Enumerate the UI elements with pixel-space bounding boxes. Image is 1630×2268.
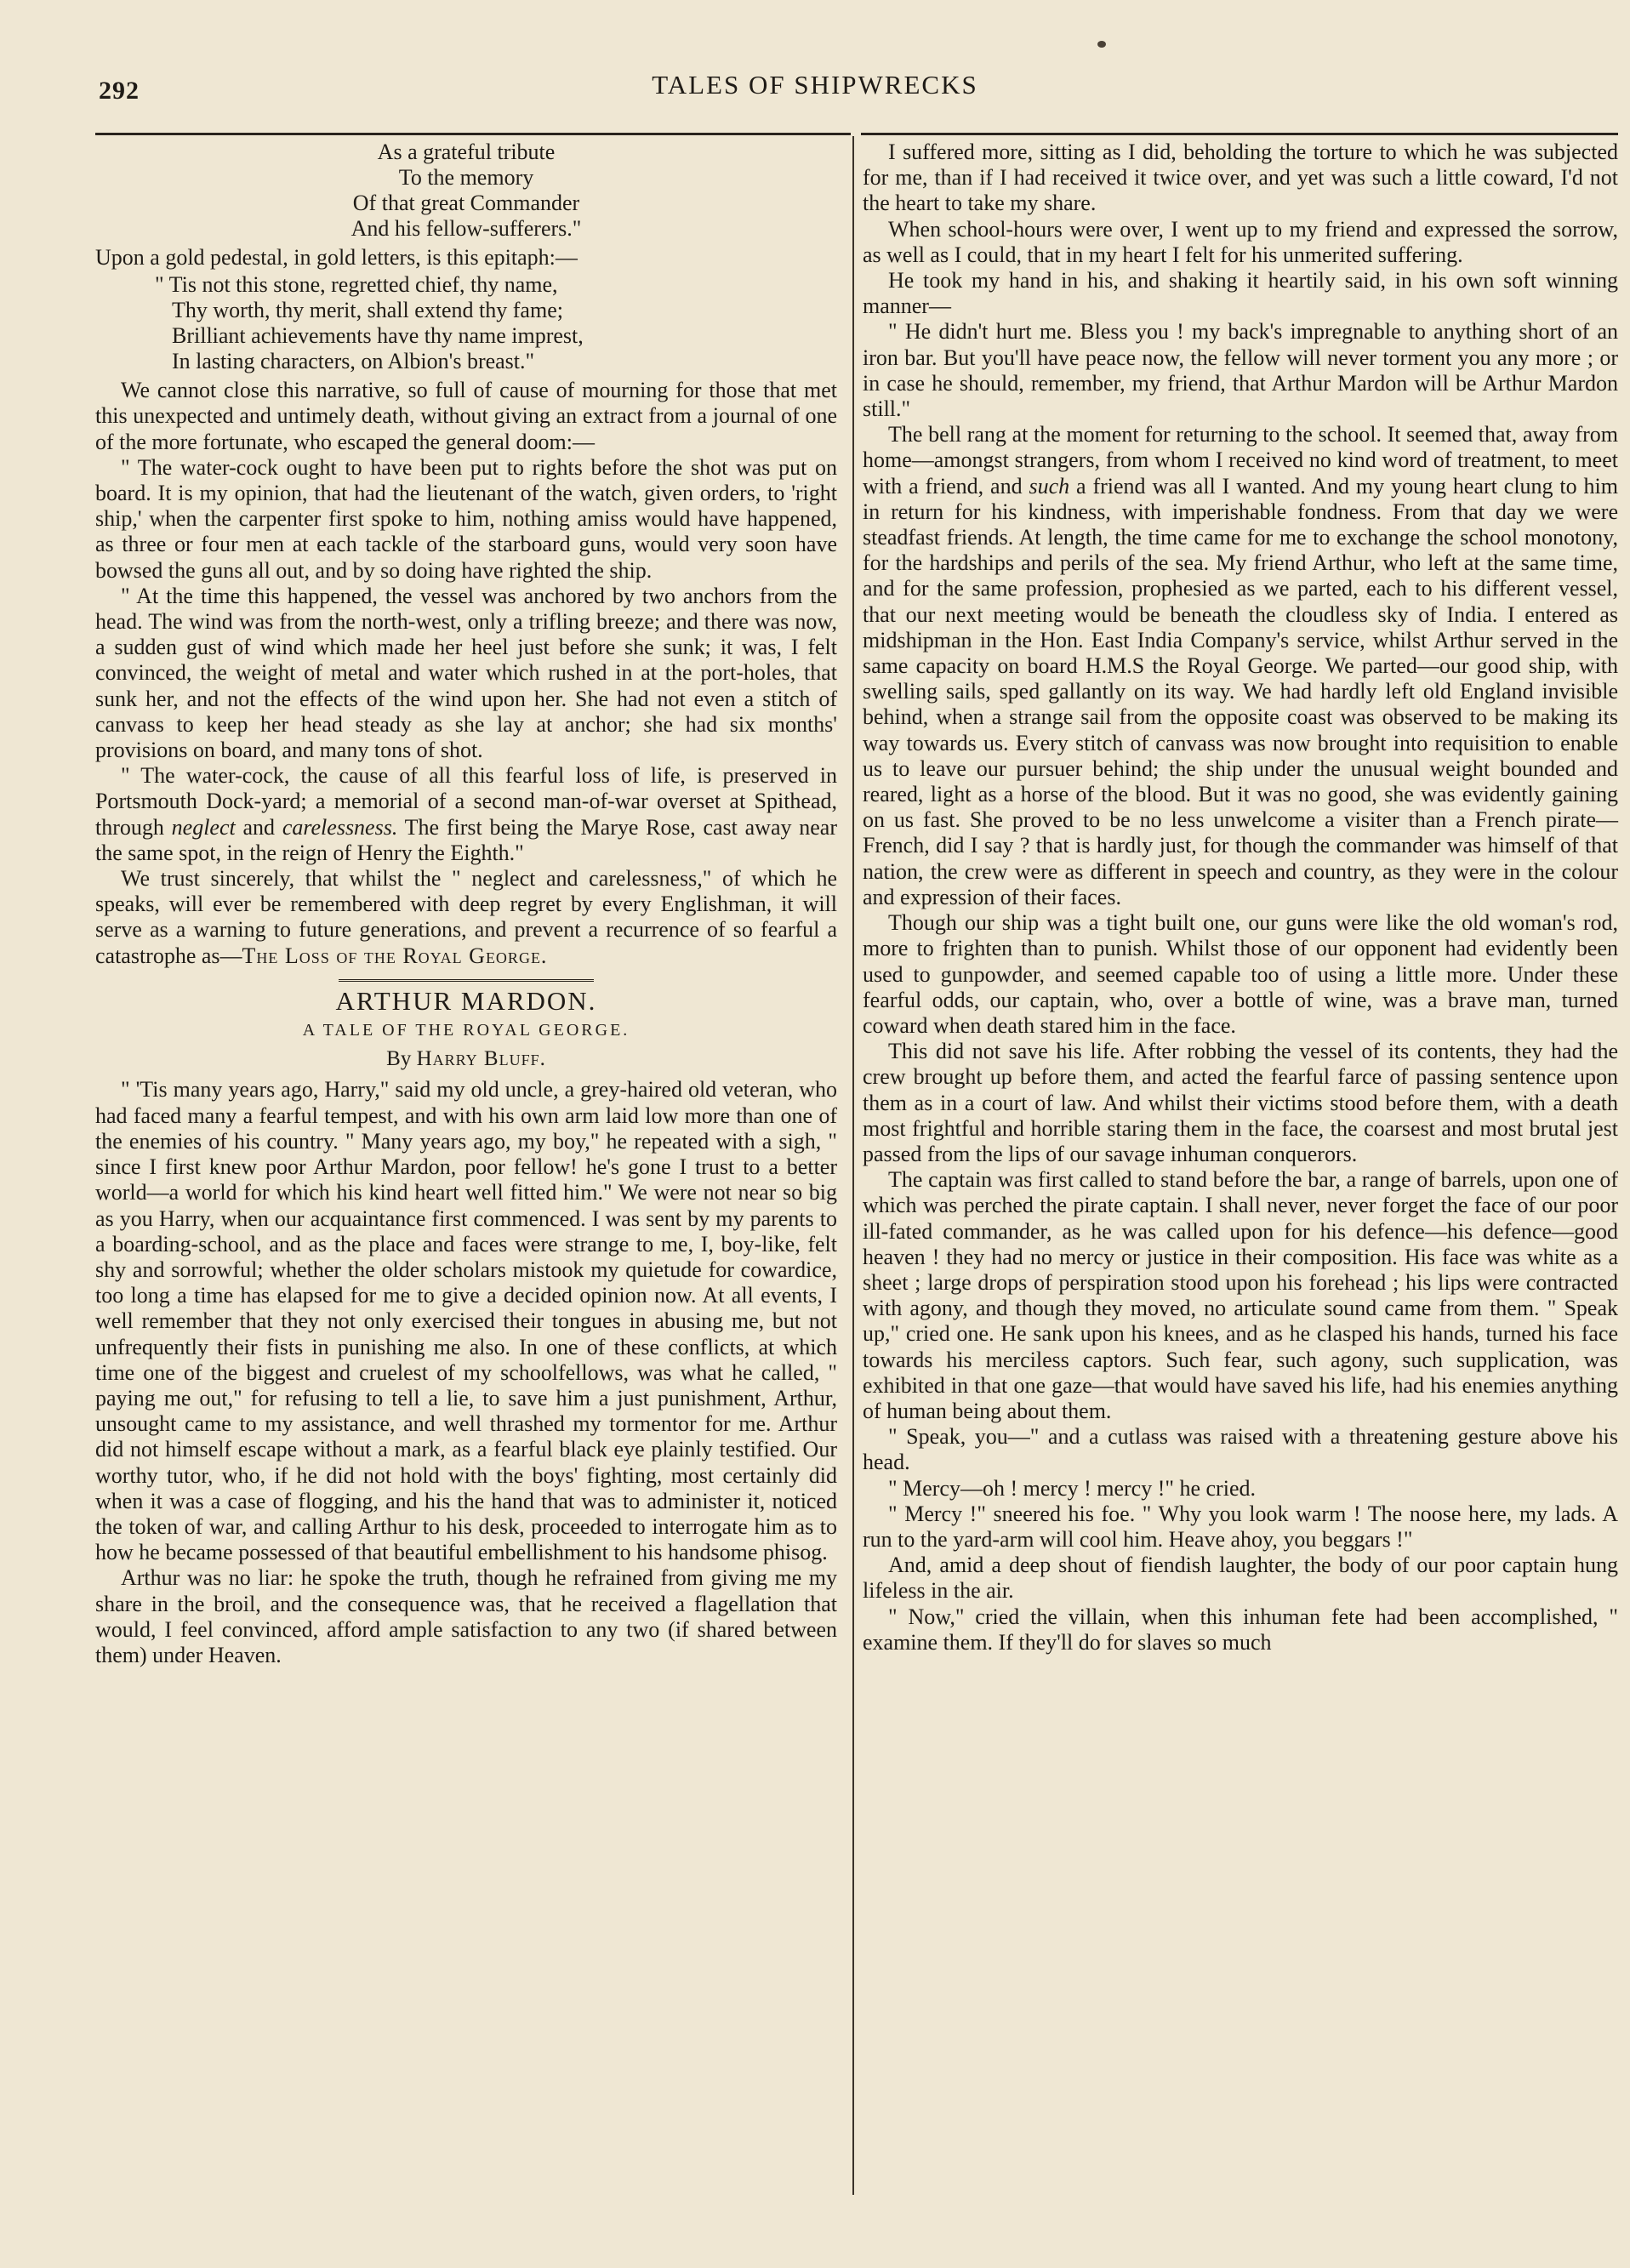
text-run: and [235, 814, 282, 840]
tribute-inscription [95, 140, 837, 242]
ink-blot [1097, 41, 1106, 48]
italic-text: such [1029, 473, 1070, 499]
italic-text: neglect [171, 814, 236, 840]
header-rule-right [861, 133, 1618, 135]
paragraph: " Now," cried the villain, when this inhuman fete had been accomplished, " examine them. If they'll do for slaves so much [863, 1604, 1618, 1655]
paragraph [95, 763, 837, 866]
header-rule-left [95, 133, 851, 135]
paragraph: " 'Tis many years ago, Harry," said my old uncle, a grey-haired old veteran, who had faced many a fearful tempest, and with his own arm laid low more than one of the enemies of his country. " Many years ago, my boy," he repeated with a sigh, " since I first knew poor Arthur Mardon, poor fellow! he's gone I trust to a better world—a world for which his kind heart well fitted him." We were not near so big as you Harry, when our acquaintance first commenced. I was sent by my parents to a boarding-school, and as the place and faces were strange to me, I, boy-like, felt shy and sorrowful; whether the older scholars mistook my quietude for cowardice, too long a time has elapsed for me to give a decided opinion now. At all events, I well remember that they not only exercised their tongues in abusing me, but not unfrequently their fists in punishing me also. In one of these conflicts, at which time one of the biggest and cruelest of my schoolfellows, was what he called, " paying me out," for refusing to tell a lie, to save him a just punishment, Arthur, unsought came to my assistance, and well thrashed my tormentor for me. Arthur did not himself escape without a mark, as a fearful black eye plainly testified. Our worthy tutor, who, if he did not hold with the boys' fighting, most certainly did when it was a case of flogging, and his the hand that was to administer it, noticed the token of war, and calling Arthur to his desk, proceeded to interrogate him as to how he became possessed of that beautiful embellishment to his handsome phisog. [95, 1077, 837, 1565]
section-rule [339, 979, 594, 982]
text-run: " The water-cock, the cause of all this fearful loss of life, is preserved in Portsmouth Dock-yard; a memorial of a second man-of-war overset at Spithead, through [95, 763, 837, 840]
left-column [95, 140, 837, 1668]
paragraph: " The water-cock ought to have been put to rights before the shot was put on board. It is my opinion, that had the lieutenant of the watch, given orders, to 'right ship,' when the carpenter first spoke to him, nothing amiss would have happened, as three or four men at each tackle of the starboard guns, would very soon have bowsed the guns all out, and by so doing have righted the ship. [95, 454, 837, 583]
text-run: a friend was all I wanted. And my young heart clung to him in return for his kindness, with imperishable fondness. From that day we were steadfast friends. At length, the time came for me to exchange the school monotony, for the hardships and perils of the sea. My friend Arthur, who left at the same time, and for the same profession, prophesied as we parted, each to his different vessel, that our next meeting would be beneath the cloudless sky of India. I entered as midshipman in the Hon. East India Company's service, whilst Arthur served in the same capacity on board H.M.S the Royal George. We parted—our good ship, with swelling sails, sped gallantly on its way. We had hardly left old England invisible behind, when a strange sail from the opposite coast was observed to be making its way towards us. Every stitch of canvass was now brought into requisition to enable us to leave our pursuer behind; the ship under the unusual weight bounded and reared, light as a horse of the blood. But it was no good, she was evidently gaining on us fast. She proved to be no less unwelcome a visiter than a French pirate—French, did I say ? that is hardly just, for though the commander was himself of that nation, the crew were as different in speech and country, as they were in the colour and expression of their faces. [863, 473, 1618, 909]
paragraph: I suffered more, sitting as I did, beholding the torture to which he was subjected for me, than if I had received it twice over, and yet was such a little coward, I'd not the heart to take my share. [863, 140, 1618, 216]
verse-line: Thy worth, thy merit, shall extend thy fame; [172, 298, 563, 323]
paragraph [863, 422, 1618, 910]
small-caps-text: The Loss of the Royal George. [242, 943, 548, 968]
paragraph [95, 866, 837, 969]
right-column [863, 140, 1618, 1655]
verse-line: Brilliant achievements have thy name imprest, [172, 323, 584, 349]
epitaph-intro: Upon a gold pedestal, in gold letters, is this epitaph:— [95, 245, 578, 270]
verse-line: In lasting characters, on Albion's breast." [172, 349, 535, 374]
verse-line: " Tis not this stone, regretted chief, thy name, [155, 272, 558, 298]
running-head: TALES OF SHIPWRECKS [652, 70, 978, 100]
page-number: 292 [99, 77, 140, 105]
paragraph: And, amid a deep shout of fiendish laughter, the body of our poor captain hung lifeless in the air. [863, 1553, 1618, 1604]
paragraph: " Mercy !" sneered his foe. " Why you look warm ! The noose here, my lads. A run to the yard-arm will cool him. Heave ahoy, you beggars !" [863, 1501, 1618, 1552]
text-run: The bell rang at the moment for returning to the school. It seemed that, away from home—amongst strangers, from whom I received no kind word of treatment, to meet with a friend, and [863, 422, 1618, 499]
tribute-line: To the memory [398, 165, 534, 190]
paragraph: He took my hand in his, and shaking it heartily said, in his own soft winning manner— [863, 268, 1618, 319]
text-run: The first being the Marye Rose, cast away near the same spot, in the reign of Henry the Eighth." [95, 814, 838, 865]
paragraph: " He didn't hurt me. Bless you ! my back's impregnable to anything short of an iron bar. But you'll have peace now, the fellow will never torment you any more ; or in case he should, remember, my friend, that Arthur Mardon will be Arthur Mardon still." [863, 319, 1618, 422]
tribute-line: Of that great Commander [352, 191, 580, 215]
column-divider [852, 136, 854, 2195]
paragraph: This did not save his life. After robbing the vessel of its contents, they had the crew brought up before them, and acted the fearful farce of passing sentence upon them as in a court of law. And whilst their victims stood before them, with a death most frightful and horrible staring them in the face, the coarsest and most brutal jest passed from the lips of our savage inhuman conquerors. [863, 1039, 1618, 1166]
paragraph: " At the time this happened, the vessel was anchored by two anchors from the head. The wind was from the north-west, only a trifling breeze; and there was now, a sudden gust of wind which made her heel just before she sunk; it was, I felt convinced, the weight of metal and water which rushed in at the port-holes, that sunk her, and not the effects of the wind upon her. She had not even a stitch of canvass to keep her head steady as she lay at anchor; she had six months' provisions on board, and many tons of shot. [95, 583, 837, 763]
author-name: Harry Bluff. [416, 1047, 546, 1071]
paragraph: Though our ship was a tight built one, our guns were like the old woman's rod, more to frighten than to punish. Whilst those of our opponent had evidently been used to gunpowder, and seemed capable too of using a little more. Under these fearful odds, our captain, who, over a bottle of wine, was a brave man, turned coward when death stared him in the face. [863, 910, 1618, 1038]
paragraph: We cannot close this narrative, so full of cause of mourning for those that met this unexpected and untimely death, without giving an extract from a journal of one of the more fortunate, who escaped the general doom:— [95, 378, 837, 454]
tribute-line: And his fellow-sufferers." [351, 216, 582, 241]
paragraph: " Speak, you—" and a cutlass was raised with a threatening gesture above his head. [863, 1424, 1618, 1475]
italic-text: carelessness. [282, 814, 398, 840]
paragraph: The captain was first called to stand before the bar, a range of barrels, upon one of which was perched the pirate captain. I shall never, never forget the face of our poor ill-fated commander, as he was called upon for his defence—his defence—good heaven ! they had no mercy or justice in their composition. His face was white as a sheet ; large drops of perspiration stood upon his forehead ; his lips were contracted with agony, and though they moved, no articulate sound came from them. " Speak up," cried one. He sank upon his knees, and as he clasped his hands, turned his face towards his merciless captors. Such fear, such agony, such supplication, was exhibited in that one gaze—that would have saved his life, had his enemies anything of human being about them. [863, 1167, 1618, 1423]
story-byline [95, 1046, 837, 1072]
paragraph: Arthur was no liar: he spoke the truth, though he refrained from giving me my share in the broil, and the consequence was, that he received a flagellation that would, I feel convinced, afford ample satisfaction to any two (if shared between them) under Heaven. [95, 1565, 837, 1667]
story-title: ARTHUR MARDON. [335, 985, 597, 1016]
epitaph-verse [155, 272, 837, 374]
story-subtitle: A TALE OF THE ROYAL GEORGE. [302, 1021, 630, 1040]
tribute-line: As a grateful tribute [377, 140, 556, 164]
text-run: We trust sincerely, that whilst the " neglect and carelessness," of which he speaks, will ever be remembered with deep regret by every Englishman, it will serve as a warning to future generations, and prevent a recurrence of so fearful a catastrophe as— [95, 866, 837, 968]
byline-prefix: By [386, 1047, 412, 1071]
paragraph: " Mercy—oh ! mercy ! mercy !" he cried. [888, 1475, 1256, 1501]
paragraph: When school-hours were over, I went up to my friend and expressed the sorrow, as well as I could, that in my heart I felt for his unmerited suffering. [863, 216, 1618, 267]
